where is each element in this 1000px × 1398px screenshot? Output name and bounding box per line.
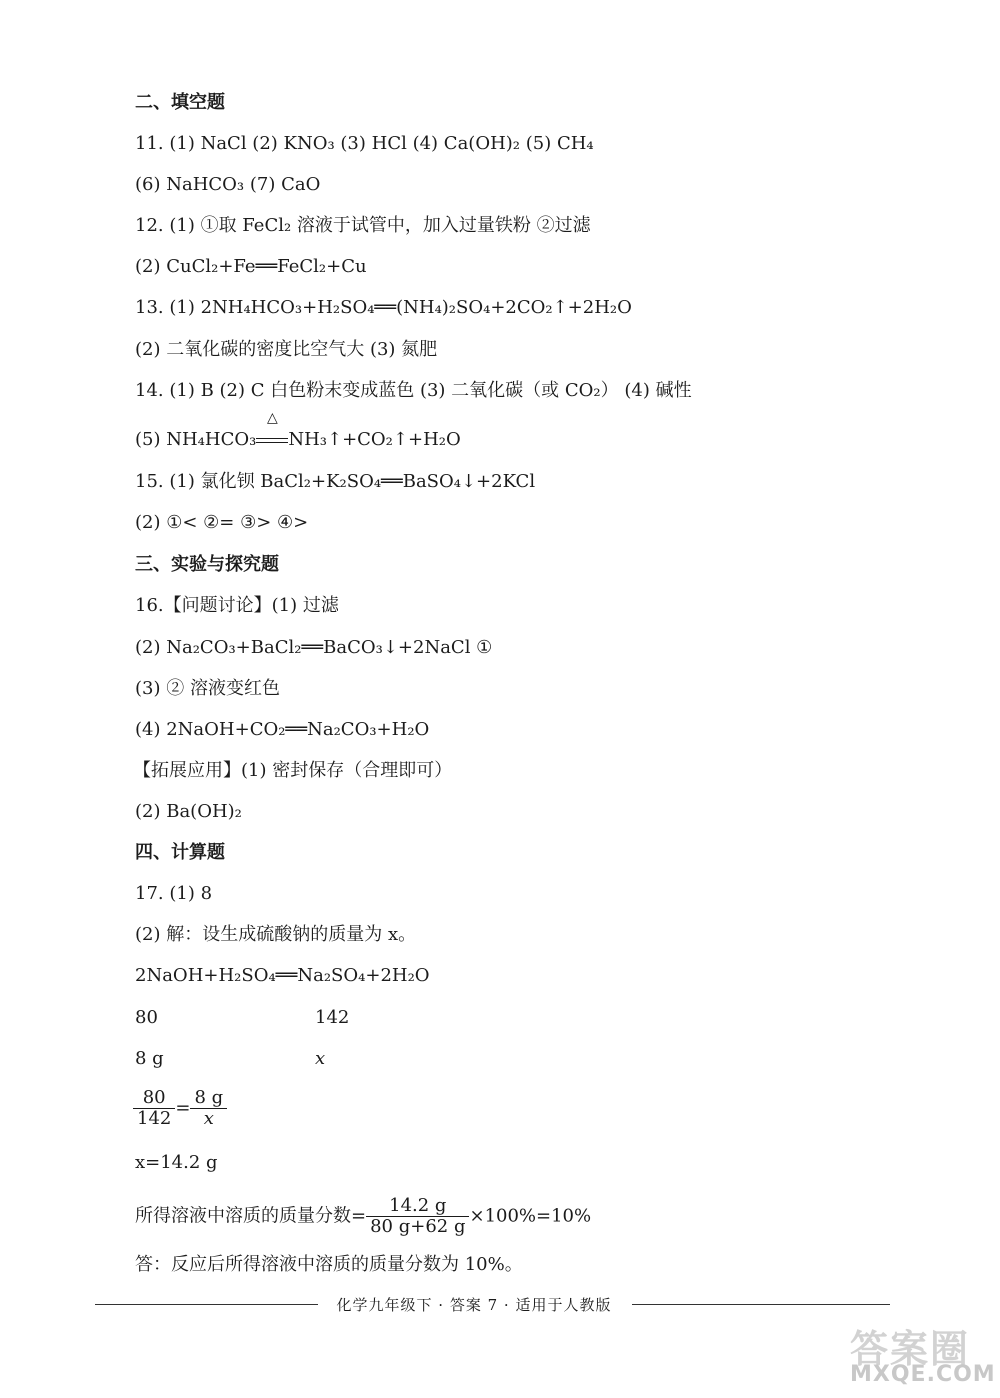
equals-sign: = [175,1097,191,1119]
answer-12-line-2: (2) CuCl₂+Fe══FeCl₂+Cu [135,256,367,277]
fraction-numerator: 14.2 g [366,1196,469,1217]
answer-16-line-2: (2) Na₂CO₃+BaCl₂══BaCO₃↓+2NaCl ① [135,637,493,658]
answer-13-line-2: (2) 二氧化碳的密度比空气大 (3) 氮肥 [135,339,438,360]
answer-14-line-1: 14. (1) B (2) C 白色粉末变成蓝色 (3) 二氧化碳（或 CO₂） (4) 碱性 [135,380,692,401]
answer-11-line-1: 11. (1) NaCl (2) KNO₃ (3) HCl (4) Ca(OH)₂ (5) CH₄ [135,133,594,154]
answer-12-line-1: 12. (1) ①取 FeCl₂ 溶液于试管中，加入过量铁粉 ②过滤 [135,215,591,236]
section-heading-experiment: 三、实验与探究题 [135,554,279,575]
footer-rule-right [632,1304,890,1305]
answer-13-line-1: 13. (1) 2NH₄HCO₃+H₂SO₄══(NH₄)₂SO₄+2CO₂↑+2H₂O [135,297,632,318]
answer-17-line-1: 17. (1) 8 [135,883,213,904]
molar-mass-naoh: 80 [135,1007,158,1028]
footer-rule-left [95,1304,320,1305]
fraction-denominator: 80 g+62 g [370,1216,466,1237]
fraction-denominator: x [203,1108,214,1129]
mass-fraction-result: ×100%=10% [469,1205,592,1227]
watermark-logo: 答案圈 [850,1327,971,1371]
unknown-mass: x [315,1048,326,1069]
answer-14-line-2 [135,410,461,452]
answer-15-line-1: 15. (1) 氯化钡 BaCl₂+K₂SO₄══BaSO₄↓+2KCl [135,471,536,492]
fraction-numerator: 80 [133,1088,175,1109]
heating-condition: △ [266,410,278,426]
section-heading-calculation: 四、计算题 [135,842,225,863]
answer-16-line-3: (3) ② 溶液变红色 [135,678,280,699]
answer-16-line-5: 【拓展应用】(1) 密封保存（合理即可） [133,760,453,781]
mass-fraction-label: 所得溶液中溶质的质量分数= [135,1205,367,1227]
mass-fraction-line [135,1196,591,1237]
section-heading-fill-in: 二、填空题 [135,92,225,113]
fraction-mass-fraction [366,1196,469,1237]
answer-16-line-1: 16.【问题讨论】(1) 过滤 [135,595,339,616]
watermark-site: MXQE.COM [850,1362,996,1387]
fraction-denominator: 142 [137,1108,172,1129]
solution-x: x=14.2 g [135,1152,218,1173]
heating-arrow [256,410,288,452]
answer-17-equation: 2NaOH+H₂SO₄══Na₂SO₄+2H₂O [135,965,430,986]
answer-14-equation-right: NH₃↑+CO₂↑+H₂O [288,429,461,450]
fraction-molar-ratio [133,1088,175,1129]
answer-14-equation-left: (5) NH₄HCO₃ [135,429,257,450]
page-footer: 化学九年级下 · 答案 7 · 适用于人教版 [318,1294,630,1315]
given-mass: 8 g [135,1048,164,1069]
answer-17-line-2: (2) 解：设生成硫酸钠的质量为 x。 [135,924,417,945]
answer-15-line-2: (2) ①< ②= ③> ④> [135,512,309,533]
molar-mass-na2so4: 142 [315,1007,350,1028]
equals-double-line [256,438,288,443]
answer-16-line-4: (4) 2NaOH+CO₂══Na₂CO₃+H₂O [135,719,430,740]
proportion-equation [133,1088,227,1129]
fraction-mass-ratio [190,1088,227,1129]
final-answer: 答：反应后所得溶液中溶质的质量分数为 10%。 [135,1254,523,1275]
answer-11-line-2: (6) NaHCO₃ (7) CaO [135,174,321,195]
fraction-numerator: 8 g [190,1088,227,1109]
answer-16-line-6: (2) Ba(OH)₂ [135,801,242,822]
